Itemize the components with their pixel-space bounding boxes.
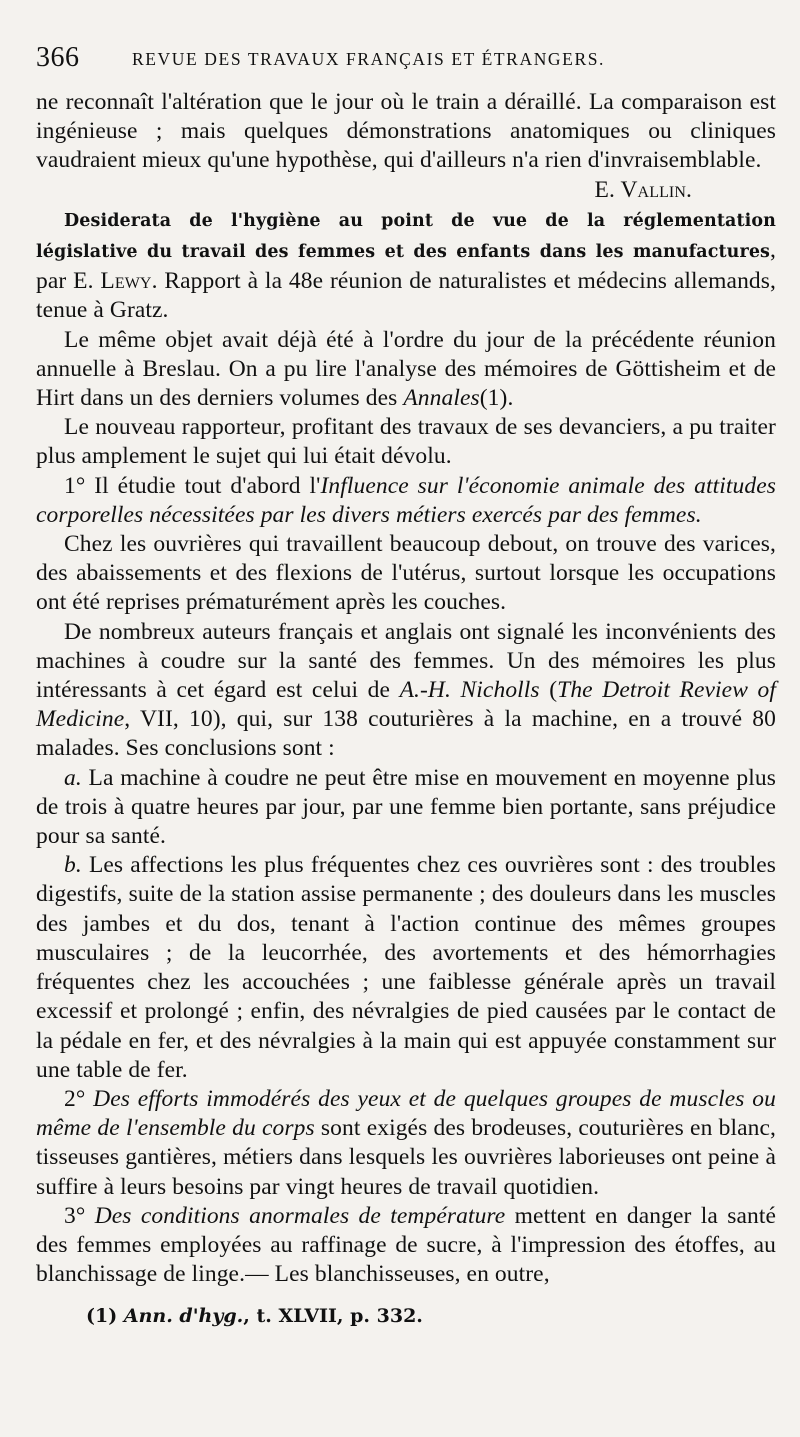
- paragraph-2-italic: Annales: [403, 385, 480, 412]
- paragraph-7: [36, 1085, 776, 1202]
- paragraph-5-text: Chez les ouvrières qui travaillent beaucoup debout, on trouve des varices, des abaissements et des flexions de l'utérus, surtout lorsque les occupations ont été reprises prématurément après les couches.: [36, 531, 776, 616]
- list-item-a: [36, 764, 776, 852]
- footnote-rest: , t. XLVII, p. 332.: [243, 1305, 423, 1328]
- paragraph-2: [36, 326, 776, 414]
- paragraph-4-italic: Influence sur l'économie animale des attitudes corporelles nécessitées par les divers métiers exercés par des femmes.: [36, 472, 776, 528]
- paragraph-8: [36, 1202, 776, 1290]
- byline-rest: . Rapport à la 48e réunion de naturalistes et médecins allemands, tenue à Gratz.: [36, 268, 776, 324]
- paragraph-1-text: ne reconnaît l'altération que le jour où le train a déraillé. La comparaison est ingénieuse ; mais quelques démonstrations anatomiques ou cliniques vaudraient mieux qu'une hypothèse, qui d'ailleurs n'a rien d'invraisemblable.: [36, 89, 776, 174]
- running-head: [36, 42, 776, 88]
- list-item-b: [36, 851, 776, 1085]
- item-b-text: Les affections les plus fréquentes chez ces ouvrières sont : des troubles digestifs, suite de la station assise permanente ; des douleurs dans les muscles des jambes et du dos, tenant à l'action continue des mêmes groupes musculaires ; de la leucorrhée, des avortements et des hémorrhagies fréquentes chez les accouchées ; une faiblesse générale après un travail excessif et prolongé ; enfin, des névralgies de pied causées par le contact de la pédale en fer, et des névralgies à la main qui est appuyée constamment sur une table de fer.: [36, 852, 776, 1083]
- section-title: Desiderata de l'hygiène au point de vue de la réglementation législative du travail des femmes et des enfants dans les manufactures: [36, 210, 776, 263]
- paragraph-6-text: De nombreux auteurs français et anglais ont signalé les inconvénients des machines à coudre sur la santé des femmes. Un des mémoires les plus intéressants à cet égard est celui de: [36, 618, 776, 704]
- signature-line: [36, 176, 776, 205]
- running-title: REVUE DES TRAVAUX FRANÇAIS ET ÉTRANGERS.: [132, 49, 606, 69]
- signature-author: E. Vallin.: [594, 176, 692, 203]
- paragraph-6-paren: (: [539, 677, 558, 704]
- section-heading: [36, 205, 776, 326]
- paragraph-4: [36, 472, 776, 530]
- paragraph-6-author: A.-H. Nicholls: [399, 677, 540, 704]
- footnote-ref: (1).: [479, 385, 514, 412]
- document-page: [36, 42, 776, 1412]
- paragraph-1: [36, 88, 776, 176]
- paragraph-3: [36, 413, 776, 471]
- paragraph-5: [36, 530, 776, 618]
- footnote: [36, 1305, 776, 1327]
- item-a-letter: a.: [64, 764, 82, 791]
- byline-prefix: , par E.: [36, 237, 776, 295]
- paragraph-4-prefix: 1° Il étudie tout d'abord l': [64, 472, 321, 499]
- paragraph-8-prefix: 3°: [64, 1202, 95, 1229]
- footnote-marker: (1): [86, 1305, 124, 1328]
- paragraph-8-rest: mettent en danger la santé des femmes employées au raffinage de sucre, à l'impression des étoffes, au blanchissage de linge.— Les blanchisseuses, en outre,: [36, 1202, 777, 1288]
- page-number: 366: [36, 42, 80, 73]
- body-text: [36, 88, 776, 1289]
- paragraph-7-italic: Des efforts immodérés des yeux et de quelques groupes de muscles ou même de l'ensemble du corps: [36, 1085, 777, 1142]
- paragraph-7-prefix: 2°: [64, 1085, 94, 1112]
- paragraph-6: [36, 618, 776, 764]
- paragraph-2-text: Le même objet avait déjà été à l'ordre du jour de la précédente réunion annuelle à Breslau. On a pu lire l'analyse des mémoires de Göttisheim et de Hirt dans un des derniers volumes des: [36, 326, 776, 412]
- paragraph-8-italic: Des conditions anormales de température: [94, 1202, 506, 1229]
- byline-author: Lewy: [100, 268, 152, 295]
- paragraph-3-text: Le nouveau rapporteur, profitant des travaux de ses devanciers, a pu traiter plus amplement le sujet qui lui était dévolu.: [36, 414, 776, 470]
- paragraph-7-rest: sont exigés des brodeuses, couturières en blanc, tisseuses gantières, métiers dans lesquels les ouvrières laborieuses ont peine à suffire à leurs besoins par vingt heures de travail quotidien.: [36, 1115, 776, 1200]
- paragraph-6-rest: , VII, 10), qui, sur 138 couturières à la machine, en a trouvé 80 malades. Ses conclusions sont :: [36, 706, 776, 762]
- item-a-text: La machine à coudre ne peut être mise en mouvement en moyenne plus de trois à quatre heures par jour, par une femme bien portante, sans préjudice pour sa santé.: [36, 764, 776, 850]
- item-b-letter: b.: [64, 852, 82, 879]
- paragraph-6-journal: The Detroit Review of Medicine: [36, 677, 777, 733]
- footnote-italic: Ann. d'hyg.: [123, 1305, 244, 1328]
